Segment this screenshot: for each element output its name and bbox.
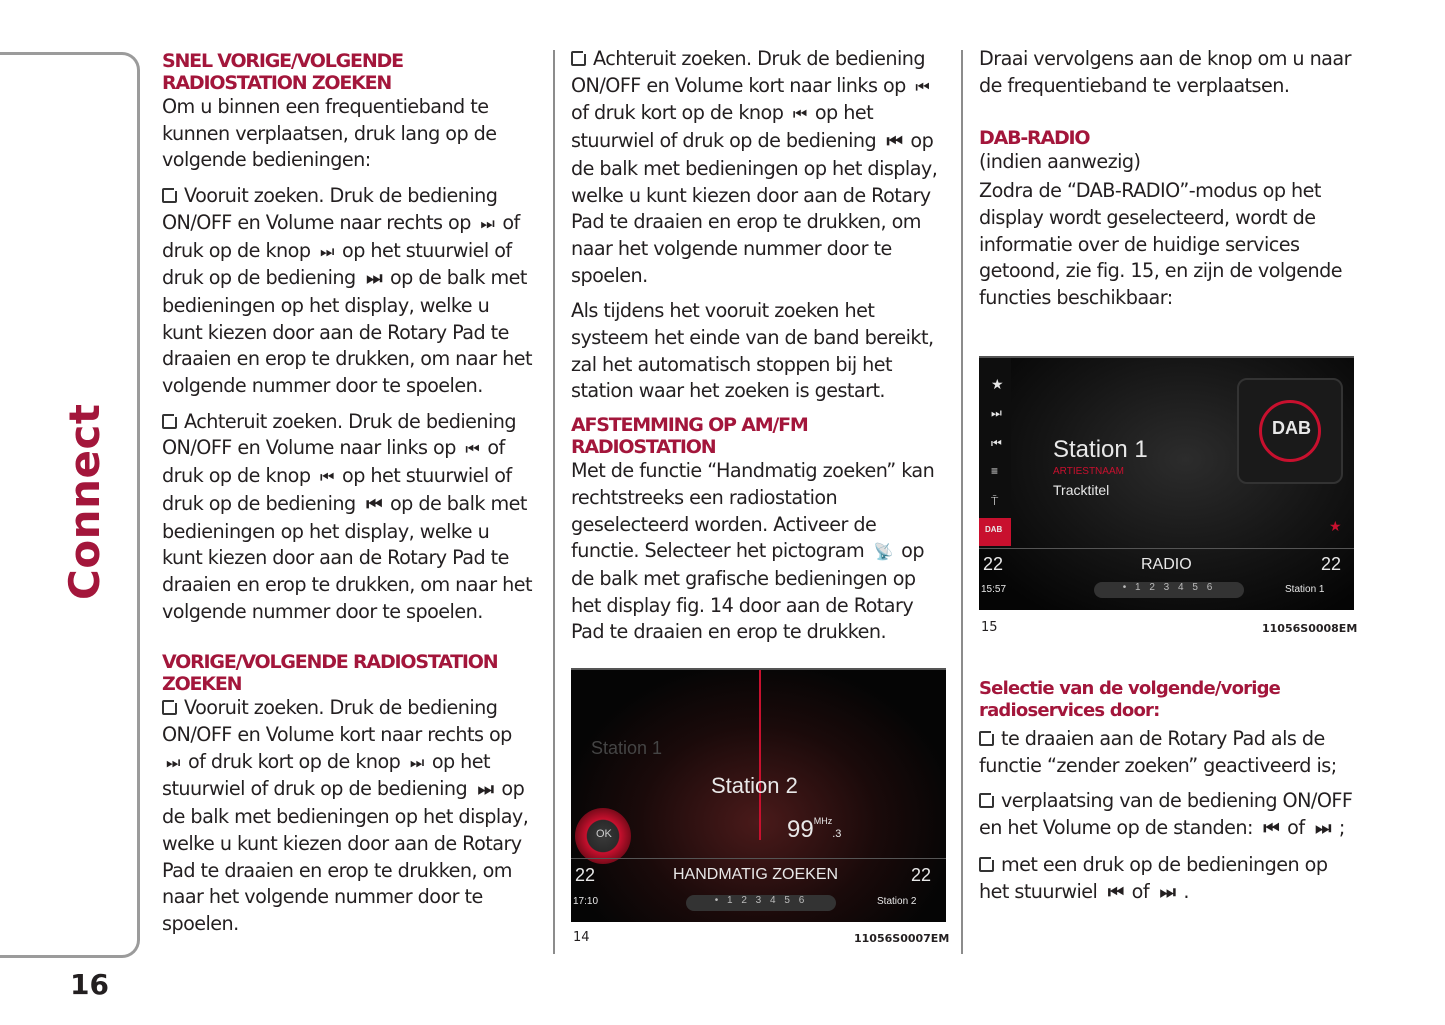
prev-icon: ⏮	[991, 436, 1002, 450]
temp-left: 22	[983, 554, 1004, 574]
checkbox-bullet-icon	[162, 700, 177, 715]
skip-next-icon: ⏭	[1315, 818, 1329, 840]
station-small: Station 2	[877, 896, 917, 907]
next-icon: ⏭	[991, 406, 1002, 420]
station-name: Station 1	[1053, 436, 1148, 463]
checkbox-bullet-icon	[979, 731, 994, 746]
dab-menu-label: DAB	[985, 525, 1003, 534]
skip-previous-icon: ⏮	[886, 131, 900, 153]
divider	[979, 548, 1354, 549]
column-separator	[553, 50, 555, 954]
bullet-item: Vooruit zoeken. Druk de bediening ON/OFF en Volume naar rechts op ⏭ of druk op de knop ⏭ op het stuurwiel of druk op de bediening ⏭ op de balk met bedieningen op het display, welke u kunt kiezen door aan de Rotary Pad te draaien en erop te drukken, om naar het volgende nummer door te spoelen.	[162, 184, 532, 398]
column-separator	[961, 50, 963, 954]
track-title: Tracktitel	[1053, 482, 1110, 498]
bullet-item: te draaien aan de Rotary Pad als de functie “zender zoeken” geactiveerd is;	[979, 727, 1337, 777]
bullet-item: Achteruit zoeken. Druk de bediening ON/OFF en Volume kort naar links op ⏮ of druk kort op de knop ⏮ op het stuurwiel of druk op de bediening ⏮ op de balk met bedieningen op het display, welke u kunt kiezen door aan de Rotary Pad te draaien en erop te drukken, om naar het volgende nummer door te spoelen.	[571, 47, 938, 287]
paragraph: Als tijdens het vooruit zoeken het systeem het einde van de band bereikt, zal het automatisch stoppen bij het station waar het zoeken is gestart.	[571, 299, 934, 403]
bullet-item: met een druk op de bedieningen op het stuurwiel ⏮ of ⏭ .	[979, 852, 1328, 903]
section-heading: AFSTEMMING OP AM/FM RADIOSTATION	[571, 414, 808, 459]
figure-14-manual-tuning-screen	[571, 668, 946, 922]
column-2	[571, 46, 941, 655]
frequency: $99^{MHz}.3$	[787, 816, 842, 843]
mode-label: RADIO	[1141, 556, 1192, 573]
figure-code: 11056S0007EM	[854, 932, 950, 945]
tuning-needle	[759, 670, 761, 840]
subsection-heading: Selectie van de volgende/vorige radioservices door:	[979, 678, 1281, 721]
chapter-label: Connect	[60, 403, 109, 600]
checkbox-bullet-icon	[162, 414, 177, 429]
section-heading: DAB-RADIO	[979, 127, 1090, 150]
checkbox-bullet-icon	[571, 51, 586, 66]
figure-15-dab-radio-screen	[979, 356, 1354, 610]
fast-forward-icon: ⏭	[320, 241, 333, 261]
fast-forward-icon: ⏭	[166, 752, 179, 772]
ok-label: OK	[596, 828, 612, 840]
section-heading: SNEL VORIGE/VOLGENDE RADIOSTATION ZOEKEN	[162, 50, 403, 94]
skip-next-icon: ⏭	[366, 268, 380, 290]
paragraph: Zodra de “DAB-RADIO”-modus op het display wordt geselecteerd, wordt de informatie over de huidige services getoond, zie fig. 15, en zijn de volgende functies beschikbaar:	[979, 179, 1343, 309]
checkbox-bullet-icon	[162, 188, 177, 203]
clock: 15:57	[981, 584, 1007, 595]
faded-station-label: Station 1	[591, 738, 663, 758]
skip-next-icon: ⏭	[1159, 881, 1173, 903]
star-icon: ★	[991, 376, 1004, 392]
section-heading: VORIGE/VOLGENDE RADIOSTATION ZOEKEN	[162, 651, 498, 696]
skip-previous-icon: ⏮	[1107, 881, 1122, 903]
bullet-item: Achteruit zoeken. Druk de bediening ON/OFF en Volume naar links op ⏮ of druk op de knop ⏮ op het stuurwiel of druk op de bediening ⏮ op de balk met bedieningen op het display, welke u kunt kiezen door aan de Rotary Pad te draaien en erop te drukken, om naar het volgende nummer door te spoelen.	[162, 409, 532, 623]
antenna-icon: 📡	[873, 542, 892, 562]
fast-forward-icon: ⏭	[409, 752, 423, 772]
rewind-icon: ⏮	[915, 76, 928, 96]
rewind-icon: ⏮	[320, 467, 333, 487]
checkbox-bullet-icon	[979, 793, 994, 808]
temp-right: 22	[911, 865, 932, 885]
preset-bar: • 1 2 3 4 5 6	[1094, 582, 1244, 598]
skip-previous-icon: ⏮	[366, 493, 380, 515]
divider	[571, 858, 946, 859]
bullet-item: Vooruit zoeken. Druk de bediening ON/OFF en Volume kort naar rechts op ⏭ of druk kort op de knop ⏭ op het stuurwiel of druk op de bediening ⏭ op de balk met bedieningen op het display, welke u kunt kiezen door aan de Rotary Pad te draaien en erop te drukken, om naar het volgende nummer door te spoelen.	[162, 696, 529, 935]
bullet-item: verplaatsing van de bediening ON/OFF en het Volume op de standen: ⏮ of ⏭ ;	[979, 789, 1353, 840]
column-3-lower	[979, 678, 1359, 915]
temp-right: 22	[1321, 554, 1342, 574]
favorite-star-icon: ★	[1329, 518, 1342, 534]
preset-bar: • 1 2 3 4 5 6	[686, 895, 836, 911]
station-name: Station 2	[711, 773, 798, 798]
page-number: 16	[70, 968, 109, 1001]
list-icon: ≡	[991, 464, 999, 478]
paragraph: Om u binnen een frequentieband te kunnen verplaatsen, druk lang op de volgende bedieningen:	[162, 95, 497, 172]
skip-next-icon: ⏭	[477, 779, 491, 801]
figure-code: 11056S0008EM	[1262, 622, 1358, 635]
rewind-icon: ⏮	[465, 439, 478, 459]
clock: 17:10	[573, 896, 599, 907]
column-3	[979, 46, 1359, 321]
figure-number: 15	[981, 620, 998, 635]
fast-forward-icon: ⏭	[480, 213, 493, 233]
paragraph: (indien aanwezig)	[979, 150, 1141, 174]
mode-label: HANDMATIG ZOEKEN	[673, 866, 839, 883]
skip-previous-icon: ⏮	[1263, 818, 1277, 840]
artist-name: ARTIESTNAAM	[1053, 466, 1124, 477]
figure-number: 14	[573, 930, 590, 945]
paragraph: Draai vervolgens aan de knop om u naar de frequentieband te verplaatsen.	[979, 47, 1351, 97]
station-small: Station 1	[1285, 584, 1325, 595]
column-1	[162, 46, 532, 947]
dab-logo: DAB	[1272, 418, 1311, 438]
checkbox-bullet-icon	[979, 857, 994, 872]
paragraph: Met de functie “Handmatig zoeken” kan rechtstreeks een radiostation geselecteerd worden. Activeer de functie. Selecteer het pictogram 📡 op de balk met grafische bedieningen op het display fig. 14 door aan de Rotary Pad te draaien en erop te drukken.	[571, 459, 935, 644]
rewind-icon: ⏮	[792, 104, 806, 124]
temp-left: 22	[575, 865, 596, 885]
antenna-icon: ⍑	[991, 494, 999, 508]
